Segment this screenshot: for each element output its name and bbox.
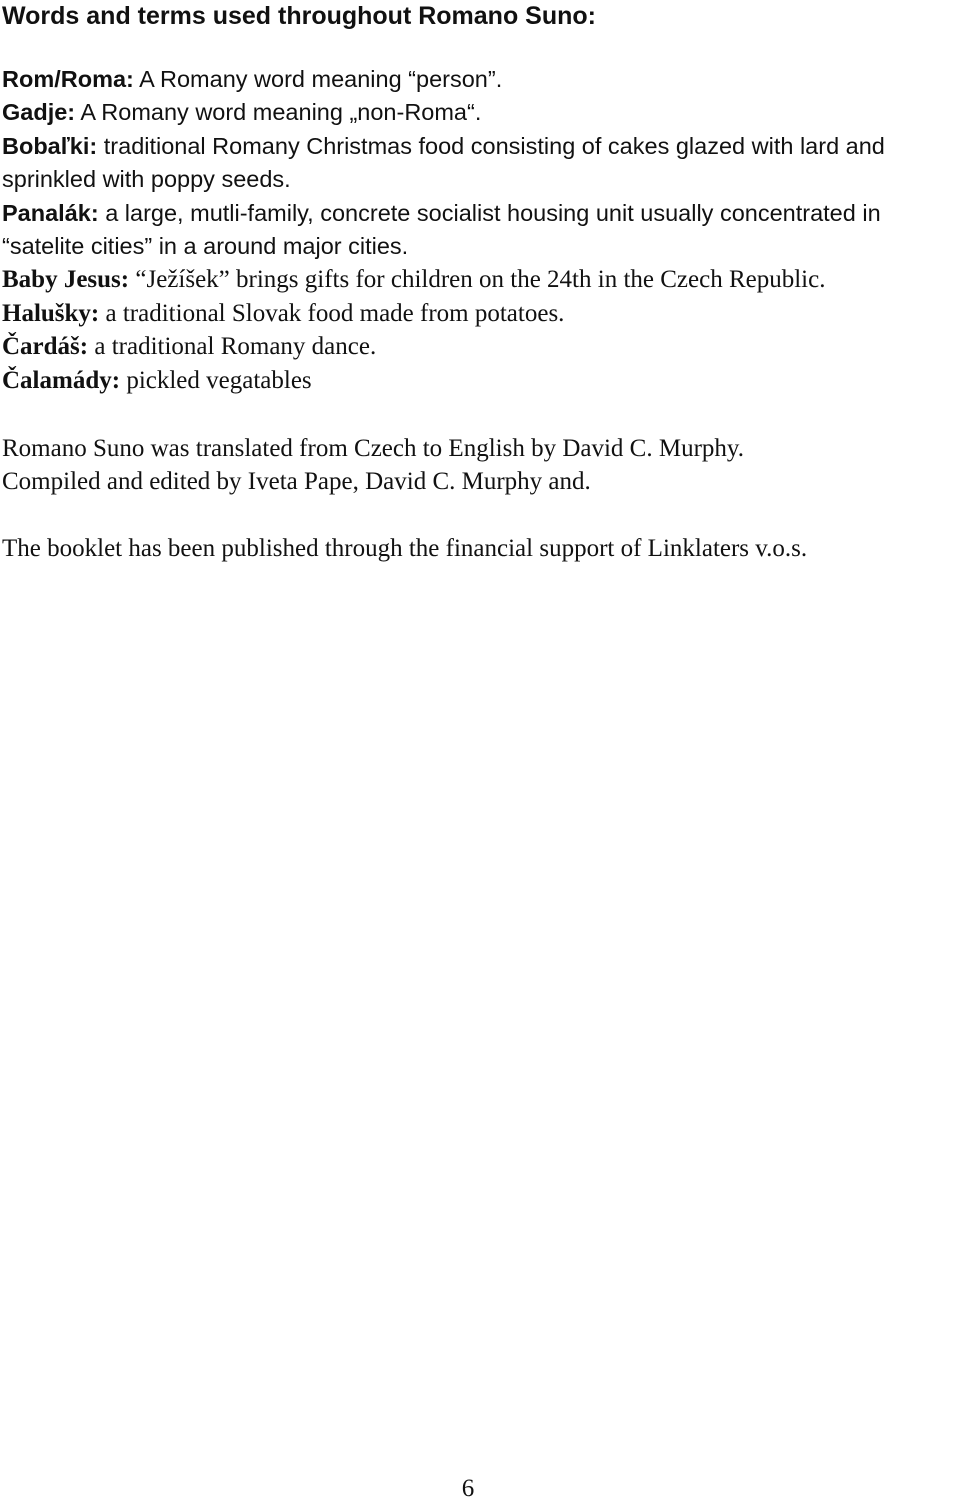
editing-credit: Compiled and edited by Iveta Pape, David C. Murphy and. bbox=[2, 468, 591, 496]
glossary-term: Rom/Roma: bbox=[2, 66, 134, 92]
glossary-entry-calamady bbox=[2, 364, 960, 397]
glossary-definition: traditional Romany Christmas food consisting of cakes glazed with lard and sprinkled with poppy seeds. bbox=[2, 132, 885, 193]
glossary-definition: “Ježíšek” brings gifts for children on the 24th in the Czech Republic. bbox=[129, 266, 826, 294]
glossary-definition: A Romany word meaning „non-Roma“. bbox=[75, 99, 482, 126]
glossary-definition: a large, mutli-family, concrete socialist housing unit usually concentrated in “satelite cities” in a around major cities. bbox=[2, 199, 881, 260]
glossary-list bbox=[2, 63, 960, 397]
glossary-definition: a traditional Romany dance. bbox=[88, 333, 377, 361]
glossary-definition: pickled vegatables bbox=[120, 366, 312, 394]
glossary-term: Čalamády: bbox=[2, 366, 121, 394]
support-note: The booklet has been published through the financial support of Linklaters v.o.s. bbox=[2, 535, 808, 562]
glossary-term: Gadje: bbox=[2, 99, 76, 126]
glossary-term: Baby Jesus: bbox=[2, 266, 130, 294]
credits-block bbox=[2, 432, 744, 499]
glossary-entry-cardas bbox=[2, 330, 960, 363]
glossary-entry-bobalki bbox=[2, 130, 960, 197]
glossary-entry-rom-roma bbox=[2, 63, 960, 96]
glossary-term: Čardáš: bbox=[2, 333, 89, 361]
glossary-entry-panalak bbox=[2, 197, 960, 264]
glossary-entry-gadje bbox=[2, 96, 960, 129]
glossary-definition: a traditional Slovak food made from potatoes. bbox=[99, 299, 565, 327]
glossary-definition: A Romany word meaning “person”. bbox=[133, 66, 503, 92]
glossary-entry-halusky bbox=[2, 297, 960, 330]
glossary-term: Halušky: bbox=[2, 299, 100, 327]
glossary-entry-baby-jesus bbox=[2, 263, 960, 296]
page-heading: Words and terms used throughout Romano Suno: bbox=[2, 2, 596, 30]
page-number: 6 bbox=[461, 1475, 475, 1502]
glossary-term: Panalák: bbox=[2, 199, 99, 226]
glossary-term: Bobaľki: bbox=[2, 132, 98, 159]
translation-credit: Romano Suno was translated from Czech to English by David C. Murphy. bbox=[2, 435, 745, 462]
